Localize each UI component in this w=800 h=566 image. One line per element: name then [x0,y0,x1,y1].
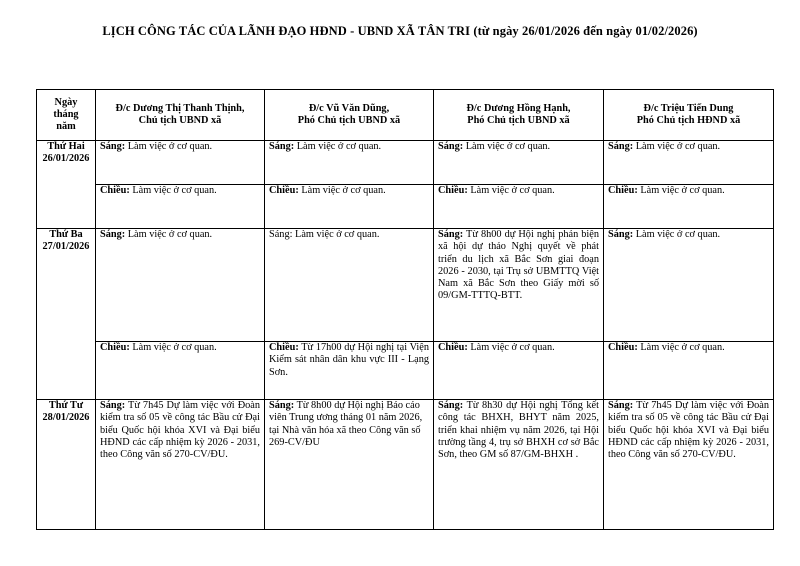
day-cell [37,141,96,229]
session-label: Sáng: [100,229,126,240]
day-name: Thứ Tư [48,400,84,411]
leader-role: Phó Chủ tịch HĐND xã [636,115,741,126]
day-name: Thứ Ba [49,229,83,240]
table-header-row [37,90,774,141]
session-label: Sáng: [608,229,634,240]
schedule-cell [604,400,774,530]
leader-header-4 [604,90,774,141]
session-text: Làm việc ở cơ quan. [640,342,725,353]
session-label: Chiều: [608,185,638,196]
schedule-cell [604,229,774,342]
schedule-cell [604,141,774,185]
schedule-table [36,89,774,530]
table-row [37,400,774,530]
table-row [37,141,774,185]
page-title: LỊCH CÔNG TÁC CỦA LÃNH ĐẠO HĐND - UBND XÃ TÂN TRI (từ ngày 26/01/2026 đến ngày 01/02/2026) [102,24,698,38]
schedule-cell [604,342,774,400]
session-label: Sáng: [438,229,464,240]
session-text: Làm việc ở cơ quan. [296,141,382,152]
session-label: Chiều: [608,342,638,353]
session-text: Làm việc ở cơ quan. [132,342,217,353]
day-cell [37,400,96,530]
schedule-cell [434,185,604,229]
session-label: Sáng: [438,141,464,152]
day-name: Thứ Hai [47,141,85,152]
day-date: 26/01/2026 [42,153,90,165]
session-text: Làm việc ở cơ quan. [635,141,721,152]
session-text: Làm việc ở cơ quan. [635,229,721,240]
schedule-cell [434,342,604,400]
session-text: Từ 7h45 Dự làm việc với Đoàn kiểm tra số 05 về công tác Bầu cử Đại biểu Quốc hội khóa XVI và Đại biểu HĐND các cấp nhiệm kỳ 2026 - 2031, theo Công văn số 270-CV/ĐU. [608,400,769,461]
schedule-cell [96,141,265,185]
schedule-cell [604,185,774,229]
schedule-cell [265,229,434,342]
schedule-cell [265,141,434,185]
day-date: 27/01/2026 [42,241,90,253]
session-text: Từ 8h00 dự Hội nghị phản biện xã hội dự thảo Nghị quyết về phát triển du lịch xã Bắc Sơn giai đoạn 2026 - 2030, tại Trụ sở UBMTTQ Việt Nam xã Bắc Sơn theo Giấy mời số 09/GM-TTTQ-BTT. [438,229,599,302]
schedule-cell [265,342,434,400]
session-text: Từ 17h00 dự Hội nghị tại Viện Kiểm sát nhân dân khu vực III - Lạng Sơn. [269,342,430,378]
schedule-cell [265,185,434,229]
schedule-cell [434,400,604,530]
schedule-cell [96,229,265,342]
leader-header-1 [96,90,265,141]
session-text: Từ 8h00 dự Hội nghị Báo cáo viên Trung ương tháng 01 năm 2026, tại Nhà văn hóa xã theo Công văn số 269-CV/ĐU [269,400,423,448]
session-text: Từ 7h45 Dự làm việc với Đoàn kiểm tra số 05 về công tác Bầu cử Đại biểu Quốc hội khóa XVI và Đại biểu HĐND các cấp nhiệm kỳ 2026 - 2031, theo Công văn số 270-CV/ĐU. [100,400,260,461]
session-text: Làm việc ở cơ quan. [132,185,217,196]
session-label: Sáng: [438,400,464,411]
date-header-line: tháng [53,108,79,120]
session-label: Chiều: [269,342,299,353]
leader-role: Phó Chủ tịch UBND xã [297,115,401,126]
leader-name: Đ/c Dương Hồng Hạnh, [466,102,571,114]
session-label: Chiều: [438,342,468,353]
leader-name: Đ/c Dương Thị Thanh Thịnh, [115,102,245,114]
session-label: Chiều: [100,342,130,353]
session-label: Sáng: [100,400,126,411]
session-text: Làm việc ở cơ quan. [301,185,386,196]
schedule-cell [96,185,265,229]
leader-header-2 [265,90,434,141]
session-text: Làm việc ở cơ quan. [127,229,213,240]
schedule-cell [96,400,265,530]
session-text: Làm việc ở cơ quan. [470,342,555,353]
leader-name: Đ/c Triệu Tiến Dung [643,102,734,114]
session-text: Làm việc ở cơ quan. [127,141,213,152]
date-column-header [37,90,96,141]
session-label: Chiều: [438,185,468,196]
leader-header-3 [434,90,604,141]
day-date: 28/01/2026 [42,412,90,424]
session-label: Sáng: [269,141,295,152]
table-row [37,342,774,400]
session-text: Làm việc ở cơ quan. [295,229,380,240]
schedule-cell [96,342,265,400]
session-text: Làm việc ở cơ quan. [640,185,725,196]
session-label: Sáng: [608,400,634,411]
leader-role: Chủ tịch UBND xã [138,115,222,126]
schedule-cell [265,400,434,530]
date-header-line: năm [56,121,76,133]
table-row [37,229,774,342]
session-text: Từ 8h30 dự Hội nghị Tổng kết công tác BHXH, BHYT năm 2025, triển khai nhiệm vụ năm 2026, tại Hội trường tầng 4, trụ sở BHXH cơ sở Bắc Sơn, theo GM số 87/GM-BHXH . [438,400,599,461]
session-text: Làm việc ở cơ quan. [470,185,555,196]
session-label: Sáng: [608,141,634,152]
schedule-cell [434,141,604,185]
session-label: Sáng: [269,400,295,411]
date-header-line: Ngày [54,96,78,108]
leader-role: Phó Chủ tịch UBND xã [467,115,570,126]
day-cell [37,229,96,400]
session-label: Sáng: [100,141,126,152]
session-label: Chiều: [100,185,130,196]
table-row [37,185,774,229]
session-text: Làm việc ở cơ quan. [465,141,551,152]
session-label: Sáng: [269,229,293,240]
schedule-cell [434,229,604,342]
leader-name: Đ/c Vũ Văn Dũng, [308,102,390,114]
session-label: Chiều: [269,185,299,196]
